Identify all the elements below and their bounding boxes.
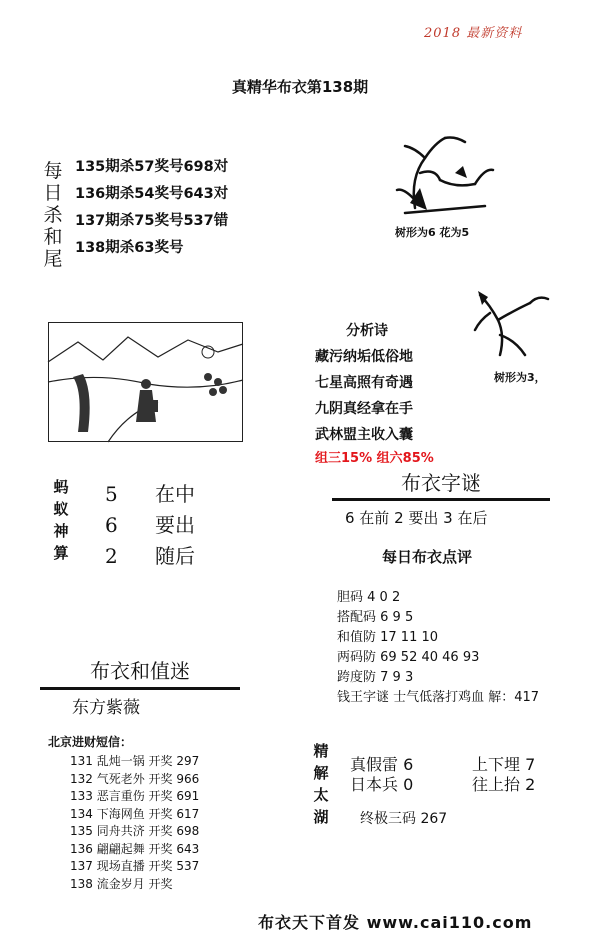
ant-calc-num: 5 (105, 482, 118, 506)
fine-solution-item: 真假雷 6 (350, 755, 414, 774)
poem-line: 武林盟主收入囊 (315, 427, 413, 443)
sms-item: 131 乱炖一锅 开奖 297 (70, 754, 200, 768)
tree-sketch-1 (385, 128, 505, 218)
riddle-title: 布衣字谜 (332, 467, 550, 501)
sms-item: 135 同舟共济 开奖 698 (70, 824, 200, 838)
daily-kill-list (75, 155, 228, 263)
daily-kill-line: 136期杀54奖号643对 (75, 186, 229, 202)
final-three-codes: 终极三码 267 (360, 811, 448, 827)
poem-line: 九阴真经拿在手 (315, 401, 413, 417)
sum-riddle-answer: 东方紫薇 (72, 698, 140, 718)
tree-caption-2: 树形为3， (494, 371, 546, 384)
ant-calc-row (105, 509, 195, 540)
poem-highlight: 组三15% 组六85% (315, 451, 434, 466)
poem-line: 藏污纳垢低俗地 (315, 349, 413, 365)
sms-item: 134 下海网鱼 开奖 617 (70, 806, 200, 821)
daily-kill-line: 137期杀75奖号537错 (75, 213, 229, 229)
sum-riddle-title: 布衣和值迷 (40, 655, 240, 690)
daily-kill-line: 138期杀63奖号 (75, 240, 184, 256)
sms-item: 138 流金岁月 开奖 (70, 876, 173, 891)
fine-solution-item: 上下埋 7 (472, 755, 536, 774)
riddle-text: 6 在前 2 要出 3 在后 (345, 509, 488, 527)
analysis-poem-title: 分析诗 (346, 323, 388, 339)
sms-item: 136 翩翩起舞 开奖 643 (70, 841, 200, 856)
daily-kill-label: 每日杀和尾 (43, 160, 63, 270)
ant-calc-text: 要出 (155, 513, 195, 537)
page-title: 真精华布衣第138期 (231, 78, 369, 96)
sms-item: 132 气死老外 开奖 966 (70, 771, 200, 786)
ant-calc-num: 6 (105, 513, 118, 537)
review-line: 两码防 69 52 40 46 93 (337, 650, 480, 665)
review-title: 每日布衣点评 (382, 548, 473, 566)
analysis-poem (315, 346, 413, 450)
review-line: 和值防 17 11 10 (337, 630, 439, 645)
review-line: 胆码 4 0 2 (337, 590, 401, 605)
ant-calc-label: 蚂蚁神算 (53, 478, 69, 562)
sms-item: 133 恶言重伤 开奖 691 (70, 789, 200, 803)
ant-calc-text: 在中 (155, 482, 195, 506)
footer-text: 布衣天下首发 www.cai110.com (258, 913, 533, 932)
ant-calc-row (105, 540, 195, 571)
daily-kill-line: 135期杀57奖号698对 (75, 159, 229, 175)
ant-calc-rows (105, 478, 195, 571)
tree-caption-1: 树形为6 花为5 (395, 226, 470, 239)
ant-calc-row (105, 478, 195, 509)
review-line: 跨度防 7 9 3 (337, 670, 414, 685)
review-line: 钱王字谜 士气低落打鸡血 解：417 (337, 690, 540, 705)
poem-line: 七星高照有奇遇 (315, 375, 413, 391)
sms-title: 北京进财短信： (48, 735, 133, 749)
review-list (337, 586, 539, 706)
fine-solution-item: 日本兵 0 (350, 775, 414, 794)
review-line: 搭配码 6 9 5 (337, 610, 414, 625)
tree-sketch-2 (470, 285, 560, 360)
ant-calc-text: 随后 (155, 544, 195, 568)
header-tag: 2018 最新资料 (424, 26, 523, 41)
ant-calc-num: 2 (105, 544, 118, 568)
sms-item: 137 现场直播 开奖 537 (70, 859, 200, 873)
fine-solution-label: 精解太湖 (313, 742, 329, 826)
fine-solution-item: 往上抬 2 (472, 775, 536, 794)
sms-list (70, 752, 199, 892)
landscape-sketch (48, 322, 243, 442)
